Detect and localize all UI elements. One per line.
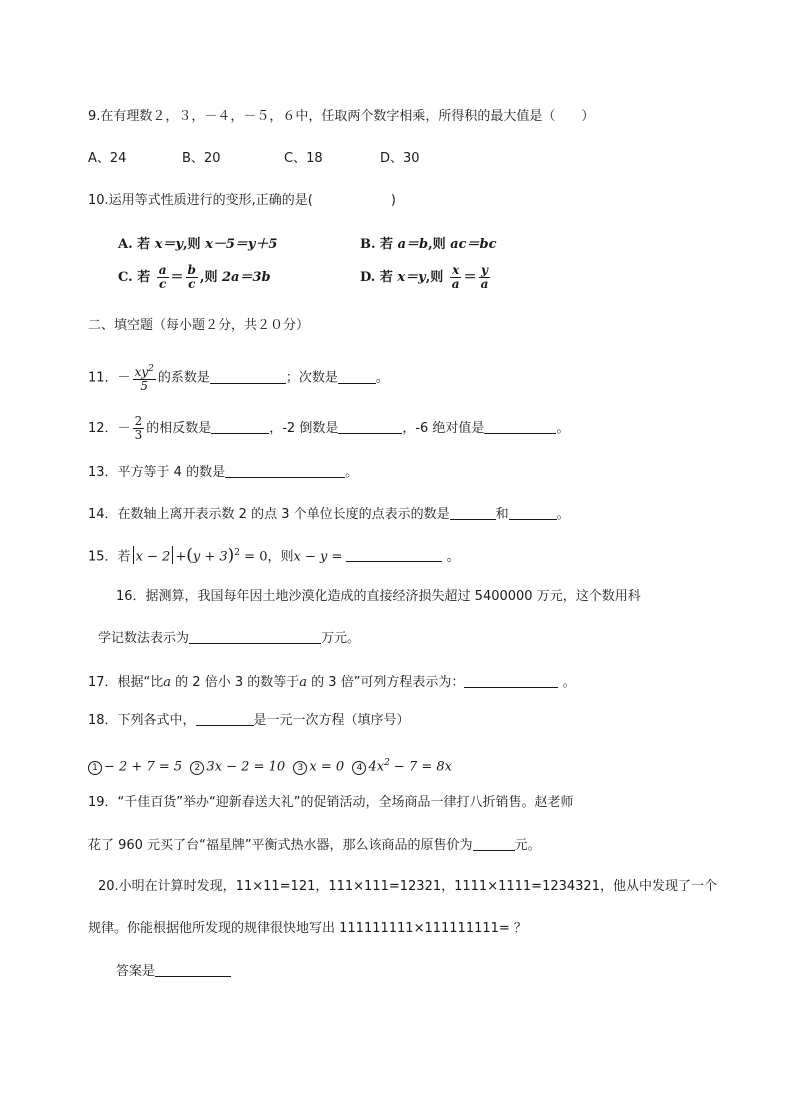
question-19-line-1: 19．“千佳百货”举办“迎新春送大礼”的促销活动，全场商品一律打八折销售。赵老师 [88, 795, 574, 810]
q10-b-pre: 若 [380, 237, 394, 252]
q11-end: 。 [375, 370, 389, 386]
q18-equations [88, 753, 452, 777]
q10-c-eq: ＝ [170, 270, 184, 285]
q11-text-a: 的系数是 [157, 370, 210, 386]
q15-blank[interactable] [346, 547, 442, 562]
q10-d-fraction-2 [479, 264, 491, 291]
question-16-line-1: 16．据测算，我国每年因土地沙漠化造成的直接经济损失超过 5400000 万元，这个数用科 [116, 589, 641, 604]
q12-text-c: ，-6 绝对值是 [402, 421, 485, 436]
q20-answer-label: 答案是 [116, 964, 156, 979]
q10-d-frac1-den: a [451, 277, 460, 291]
q12-fraction [133, 415, 145, 442]
q17-t1: 17．根据“比 [88, 675, 164, 690]
q10-c-label: C. [118, 270, 133, 285]
q11-frac-num [133, 363, 156, 380]
q12-text-a: 的相反数是 [146, 421, 212, 436]
q15-pre: 若 [117, 549, 131, 565]
q15-num: 15． [88, 549, 118, 565]
q19-end: 元。 [514, 838, 541, 853]
q15-paren-open: ( [186, 545, 193, 566]
question-17 [88, 673, 576, 693]
q10-c-frac1-den: c [158, 277, 167, 291]
question-9 [88, 107, 594, 127]
q11-fraction [133, 363, 156, 393]
q11-frac-den: 5 [140, 379, 149, 393]
q12-frac-num: 2 [134, 414, 143, 428]
q18-text-b: 是一元一次方程（填序号） [253, 713, 410, 728]
question-18 [88, 711, 410, 731]
q12-end: 。 [556, 421, 570, 436]
q12-blank-3[interactable] [484, 419, 556, 434]
q10-c-fraction-1 [157, 264, 169, 291]
q15-mid: ，则 [267, 549, 294, 565]
q18-eq-1: − 2 + 7 = 5 [104, 759, 183, 775]
q14-blank-2[interactable] [509, 505, 557, 520]
q9-option-d: D、30 [380, 151, 420, 166]
q10-a-eq1: x＝y [154, 237, 184, 252]
q18-circle-1: 1 [88, 761, 102, 775]
q10-option-b [360, 235, 497, 255]
q18-circle-2: 2 [190, 761, 204, 775]
q10-d-eq1: x＝y [397, 270, 426, 285]
q10-a-mid: ,则 [183, 237, 201, 252]
q18-circle-3: 3 [293, 761, 307, 775]
q15-end: 。 [446, 549, 460, 565]
q20-answer [116, 962, 231, 982]
q15-eq0: = 0 [244, 549, 268, 565]
q9-option-a: A、24 [88, 151, 127, 166]
question-19-line-2 [88, 836, 541, 856]
q18-text-a: 18．下列各式中， [88, 713, 196, 728]
q10-d-fraction-1 [450, 264, 462, 291]
q10-c-frac1-num: a [158, 263, 167, 277]
q16-blank[interactable] [189, 629, 321, 644]
q13-end: 。 [345, 465, 359, 480]
section-2-title: 二、填空题（每小题２分，共２０分） [88, 318, 310, 333]
question-9-text: 9.在有理数２，３，－４，－５，６中，任取两个数字相乘，所得积的最大值是（ ） [88, 109, 595, 124]
q10-b-mid: ,则 [428, 237, 446, 252]
q17-v1: a [163, 675, 172, 690]
question-20-line-1: 20.小明在计算时发现，11×11=121，111×111=12321，1111×1111=1234321，他从中发现了一个 [98, 879, 717, 894]
q11-text-b: ；次数是 [285, 370, 338, 386]
question-13 [88, 463, 358, 483]
q18-eq-4-sup: 2 [384, 758, 390, 768]
q10-b-eq2: ac＝bc [450, 237, 497, 252]
q9-option-b: B、20 [182, 151, 221, 166]
q18-eq-4b: − 7 = 8x [389, 759, 452, 775]
q18-eq-2: 3x − 2 = 10 [206, 759, 286, 775]
question-16-line-2 [98, 629, 360, 649]
q10-option-a [118, 235, 277, 255]
q10-a-label: A. [118, 237, 133, 252]
q10-d-frac2-den: a [480, 277, 489, 291]
q18-eq-3: x = 0 [309, 759, 345, 775]
q12-num: 12． [88, 421, 118, 436]
question-15 [88, 543, 460, 567]
q10-c-res: 2a＝3b [221, 270, 271, 285]
q12-blank-1[interactable] [211, 419, 269, 434]
q16-end: 万元。 [321, 631, 361, 646]
q18-eq-4a: 4x [368, 759, 385, 775]
q17-end: 。 [562, 675, 576, 690]
q12-text-b: ，-2 倒数是 [269, 421, 339, 436]
q18-blank[interactable] [196, 711, 254, 726]
question-20-line-2: 规律。你能根据他所发现的规律很快地写出 111111111×111111111= ？ [88, 921, 527, 936]
q15-expr: x − y = [293, 549, 343, 565]
q14-end: 。 [556, 507, 570, 522]
q10-d-eq: ＝ [463, 270, 477, 285]
q10-a-pre: 若 [137, 237, 151, 252]
q15-abs-in: x − 2 [135, 549, 171, 565]
q19-line-2-text: 花了 960 元买了台“福星牌”平衡式热水器，那么该商品的原售价为 [88, 838, 473, 853]
q14-text: 14．在数轴上离开表示数 2 的点 3 个单位长度的点表示的数是 [88, 507, 450, 522]
q10-c-pre: 若 [137, 270, 151, 285]
q14-and: 和 [495, 507, 509, 522]
q10-c-fraction-2 [186, 264, 198, 291]
question-14 [88, 505, 570, 525]
q15-abs-left [133, 546, 134, 564]
q10-a-eq2: x－5＝y＋5 [205, 237, 278, 252]
q10-option-d [360, 264, 492, 291]
q16-line-2-text: 学记数法表示为 [98, 631, 190, 646]
q20-answer-blank[interactable] [155, 962, 231, 977]
q12-frac-den: 3 [134, 428, 143, 442]
q11-frac-num-text: xy [134, 365, 149, 379]
q10-b-eq1: a＝b [397, 237, 429, 252]
q17-t2: 的 2 倍小 3 的数等于 [171, 675, 300, 690]
q15-plus: + [175, 549, 187, 565]
q11-frac-sup: 2 [148, 364, 154, 374]
q9-option-c: C、18 [284, 151, 323, 166]
q17-t3: 的 3 倍”可列方程表示为： [307, 675, 465, 690]
q13-blank[interactable] [225, 463, 345, 478]
q11-blank-1[interactable] [210, 369, 286, 384]
q10-d-label: D. [360, 270, 376, 285]
q15-paren-close: ) [227, 545, 235, 566]
question-12 [88, 415, 569, 442]
question-10-text: 10.运用等式性质进行的变形,正确的是( ) [88, 193, 396, 208]
q17-blank[interactable] [464, 673, 558, 688]
q10-d-frac1-num: x [452, 263, 460, 277]
q10-c-mid: ,则 [199, 270, 218, 285]
question-11 [88, 363, 389, 393]
q12-blank-2[interactable] [338, 419, 402, 434]
q11-num: 11． [88, 370, 118, 386]
q10-d-mid: ,则 [425, 270, 444, 285]
q17-v2: a [299, 675, 308, 690]
q10-b-label: B. [360, 237, 376, 252]
q11-blank-2[interactable] [338, 369, 376, 384]
q11-sign: － [117, 370, 131, 386]
q18-circle-4: 4 [352, 761, 366, 775]
q14-blank-1[interactable] [450, 505, 496, 520]
q15-sup: 2 [234, 548, 241, 558]
q19-blank[interactable] [473, 836, 515, 851]
question-10 [88, 191, 396, 211]
q12-sign: － [117, 421, 131, 436]
q15-abs-right [172, 546, 173, 564]
q10-c-frac2-den: c [188, 277, 196, 291]
q13-text: 13．平方等于 4 的数是 [88, 465, 226, 480]
q10-option-c [118, 264, 271, 291]
q10-c-frac2-num: b [187, 263, 196, 277]
q10-d-frac2-num: y [480, 263, 488, 277]
q15-paren-in: y + 3 [192, 549, 228, 565]
q10-d-pre: 若 [379, 270, 393, 285]
